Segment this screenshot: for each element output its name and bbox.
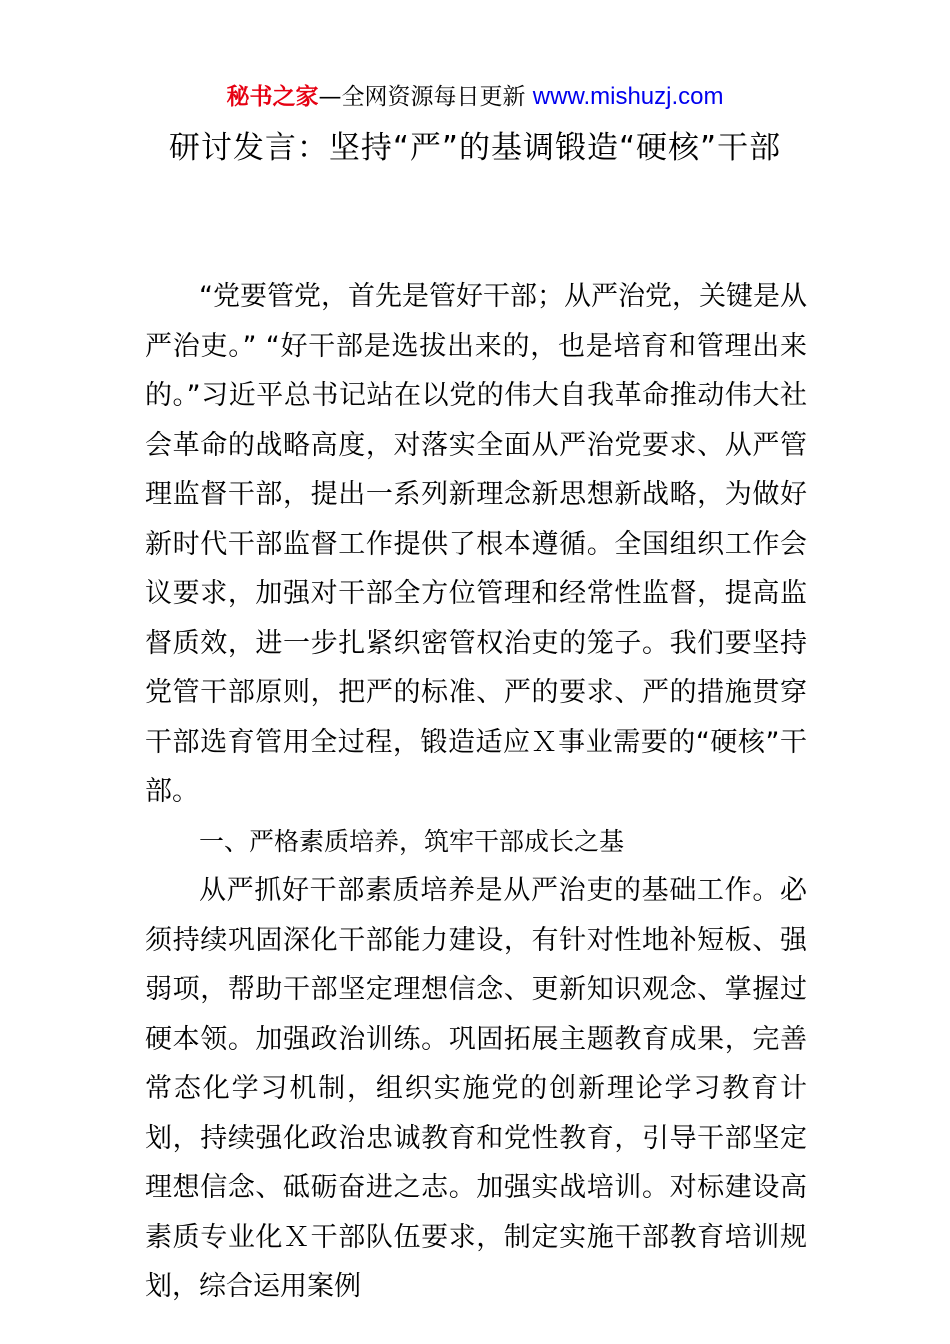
site-url-link[interactable]: www.mishuzj.com xyxy=(532,83,724,110)
site-brand: 秘书之家 xyxy=(226,84,319,110)
section-heading: 一、严格素质培养，筑牢干部成长之基 xyxy=(199,826,625,856)
intro-paragraph: “党要管党，首先是管好干部；从严治党，关键是从严治吏。” “好干部是选拔出来的，也是培育和管理出来的。”习近平总书记站在以党的伟大自我革命推动伟大社会革命的战略高度，对落实全面从严治党要求、从严管理监督干部，提出一系列新理念新思想新战略，为做好新时代干部监督工作提供了根本遵循。全国组织工作会议要求，加强对干部全方位管理和经常性监督，提高监督质效，进一步扎紧织密管权治吏的笼子。我们要坚持党管干部原则，把严的标准、严的要求、严的措施贯穿干部选育管用全过程，锻造适应Ｘ事业需要的“硬核”干部。 xyxy=(145,281,807,807)
document-title: 研讨发言：坚持“严”的基调锻造“硬核”干部 xyxy=(168,130,782,166)
document-body xyxy=(145,272,807,1312)
site-tagline: —全网资源每日更新 xyxy=(318,84,533,110)
section-paragraph: 从严抓好干部素质培养是从严治吏的基础工作。必须持续巩固深化干部能力建设，有针对性地补短板、强弱项，帮助干部坚定理想信念、更新知识观念、掌握过硬本领。加强政治训练。巩固拓展主题教育成果，完善常态化学习机制，组织实施党的创新理论学习教育计划，持续强化政治忠诚教育和党性教育，引导干部坚定理想信念、砥砺奋进之志。加强实战培训。对标建设高素质专业化Ｘ干部队伍要求，制定实施干部教育培训规划，综合运用案例 xyxy=(145,875,807,1302)
site-header xyxy=(0,80,950,114)
